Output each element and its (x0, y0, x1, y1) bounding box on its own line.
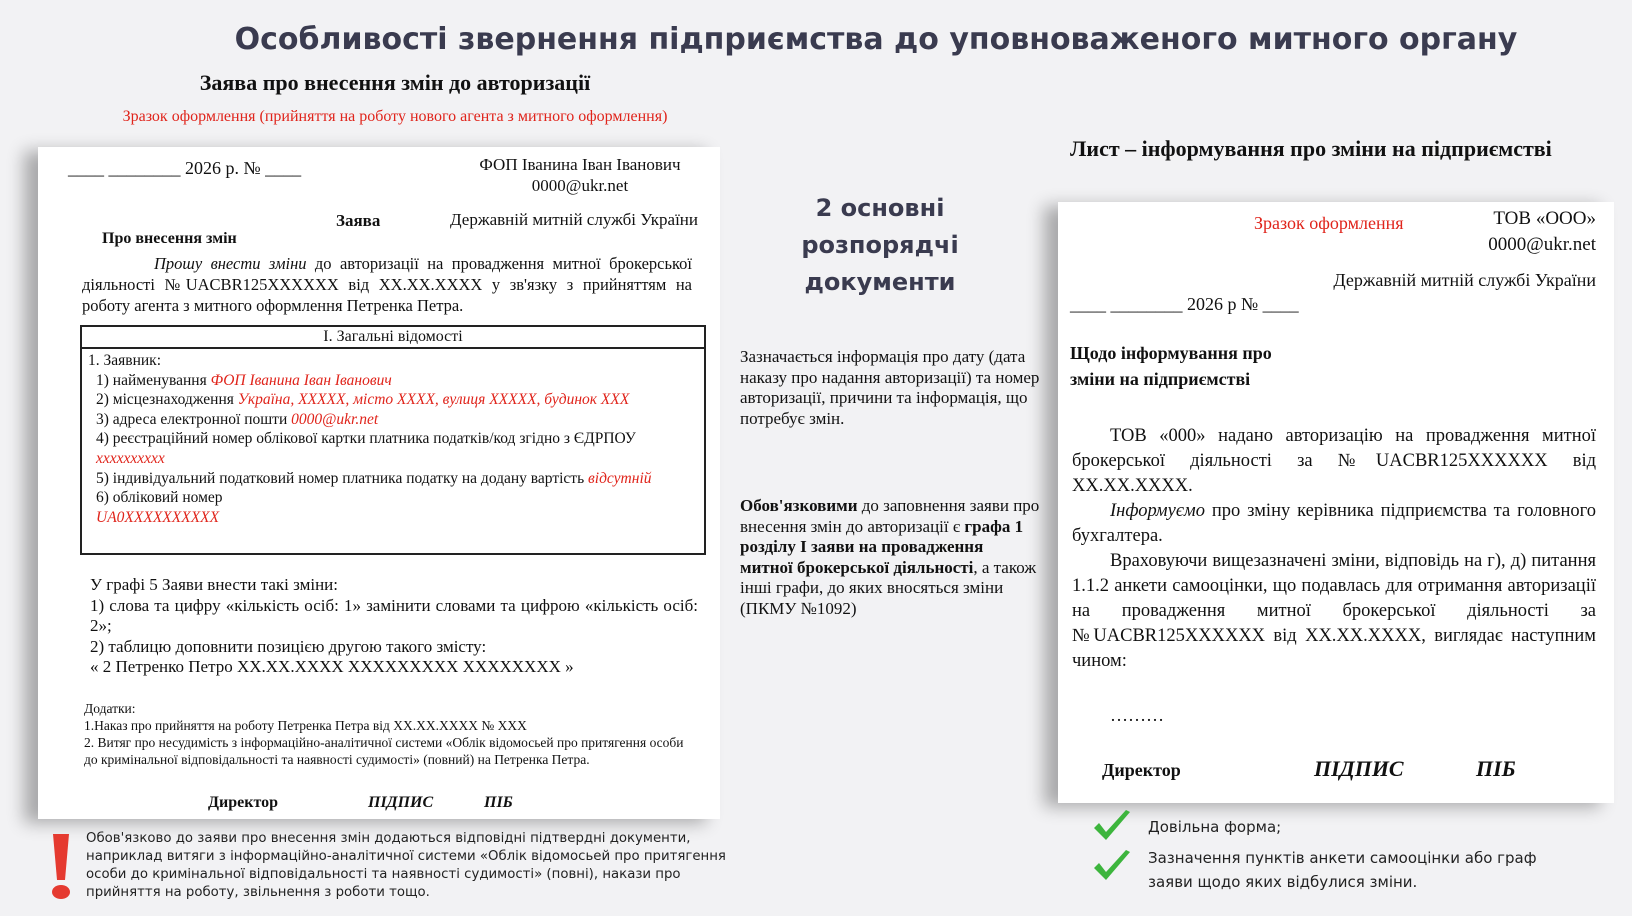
left-date-line: ____ ________ 2026 р. № ____ (68, 158, 302, 178)
intro-rest: до авторизації на провадження митної брокерської діяльності №UACBR125XXXXXX від XX.XX.XXXX у зв'язку з прийняттям на роботу агента з митного оформлення Петренка Петра. (82, 254, 693, 315)
changes-line: 2) таблицю доповнити позицією другою такого змісту: (90, 636, 487, 656)
left-sign-role: Директор (208, 794, 278, 811)
left-addressee: Державній митній службі України (450, 210, 699, 229)
right-paragraph: Враховуючи вищезазначені зміни, відповідь на г), д) питання 1.1.2 анкети самооцінки, що подавлась для отримання авторизації на провадження митної брокерської діяльності за №UACBR125XXXXXX від XX.XX.XXXX, виглядає наступним чином: (1072, 551, 1596, 671)
checkmark-icon (1092, 848, 1132, 884)
applicant-email: 0000@ukr.net (531, 176, 629, 195)
right-sign-role: Директор (1102, 760, 1181, 780)
right-sample-label: Зразок оформлення (1254, 213, 1404, 233)
checkmark-icon (1092, 808, 1132, 844)
right-body (1072, 424, 1596, 674)
table-row: 2) місцезнаходження Україна, ХХХХХ, місто ХХХХ, вулиця ХХХХХ, будинок ХХХ (96, 391, 630, 409)
middle-paragraph-2: Обов'язковими до заповнення заяви про внесення змін до авторизації є графа 1 розділу I заяви на провадження митної брокерської діяльності, а також інші графи, до яких вносяться зміни (ПКМУ №1092) (740, 496, 1040, 618)
right-paragraph: ТОВ «000» надано авторизацію на провадження митної брокерської діяльності за №UACBR125XXXXXX від XX.XX.XXXX. (1072, 426, 1596, 496)
table-row: 4) реєстраційний номер облікової картки платника податків/код згідно з ЄДРПОУ xxxxxxxxxx (96, 430, 636, 467)
right-addressee: Державній митній службі України (1333, 270, 1596, 290)
exclamation-icon (50, 832, 72, 902)
right-check-item-2: Зазначення пунктів анкети самооцінки або граф заяви щодо яких відбулися зміни. (1148, 849, 1537, 891)
right-subject: Щодо інформування про зміни на підприємстві (1070, 343, 1272, 389)
middle-title-line1: 2 основні (815, 194, 945, 222)
right-sign-signature: ПІДПИС (1314, 756, 1404, 781)
middle-paragraph-1: Зазначається інформація про дату (дата наказу про надання авторизації) та номер авторизації, причини та інформація, що потребує змін. (740, 347, 1040, 428)
right-check-item-1: Довільна форма; (1148, 818, 1282, 836)
left-subheading: Зразок оформлення (прийняття на роботу нового агента з митного оформлення) (122, 108, 668, 125)
right-paragraph: Інформуємо про зміну керівника підприємства та головного бухгалтера. (1072, 501, 1596, 546)
changes-line: 1) слова та цифру «кількість осіб: 1» замінити словами та цифрою «кількість осіб: 2»; (90, 595, 698, 635)
changes-line: У графі 5 Заяви внести такі зміни: (90, 575, 339, 594)
table-section: 1. Заявник: (88, 352, 162, 369)
left-doc-title: Заява (336, 211, 381, 230)
table-body (82, 349, 704, 529)
attachments-title: Додатки: (84, 701, 136, 716)
left-applicant (440, 154, 720, 196)
changes-line: « 2 Петренко Петро XX.XX.XXXX XXXXXXXXX XXXXXXXX » (90, 657, 574, 676)
table-header: І. Загальні відомості (82, 327, 704, 349)
intro-italic: Прошу внести зміни (154, 254, 307, 273)
attachment-item: 1.Наказ про прийняття на роботу Петренка Петра від XX.XX.XXXX № XXX (84, 718, 527, 733)
attachment-item: 2. Витяг про несудимість з інформаційно-аналітичної системи «Облік відомосьей про притягення особи до кримінальної відповідальності та наявності судимості» (повний) на Петренка Петра. (84, 735, 684, 767)
applicant-name: ФОП Іванина Іван Іванович (479, 155, 681, 174)
company-email: 0000@ukr.net (1488, 234, 1596, 255)
middle-title-line2: розпорядчі документи (801, 231, 959, 296)
right-company (1380, 206, 1596, 258)
general-info-table (80, 325, 706, 555)
table-row: 1) найменування ФОП Іванина Іван Іванович (96, 371, 392, 389)
page-title: Особливості звернення підприємства до уповноваженого митного органу (234, 22, 1518, 57)
left-sign-name: ПІБ (484, 794, 513, 811)
left-subject: Про внесення змін (102, 230, 237, 247)
left-intro-paragraph (82, 253, 692, 316)
right-date-line: ____ ________ 2026 р № ____ (1070, 294, 1299, 314)
company-name: ТОВ «ООО» (1493, 208, 1596, 229)
changes-block (90, 575, 698, 678)
right-sign-name: ПІБ (1476, 756, 1516, 781)
table-row: 5) індивідуальний податковий номер платника податку на додану вартість відсутній (96, 469, 652, 487)
right-ellipsis: ……… (1110, 705, 1164, 725)
left-sign-signature: ПІДПИС (368, 794, 434, 811)
table-row: 3) адреса електронної пошти 0000@ukr.net (96, 410, 379, 428)
table-row: 6) обліковий номер UA0XXXXXXXXXX (96, 489, 223, 526)
left-heading: Заява про внесення змін до авторизації (199, 70, 591, 95)
middle-title (730, 190, 1030, 301)
attachments-block (84, 700, 694, 768)
left-note: Обов'язково до заяви про внесення змін додаються відповідні підтвердні документи, наприклад витяги з інформаційно-аналітичної системи «Облік відомосьей про притягення особи до кримінальної відповідальності та наявності судимості» (повні), накази про прийняття на роботу, звільнення з роботи тощо. (86, 831, 726, 900)
right-heading: Лист – інформування про зміни на підприємстві (1070, 136, 1552, 161)
